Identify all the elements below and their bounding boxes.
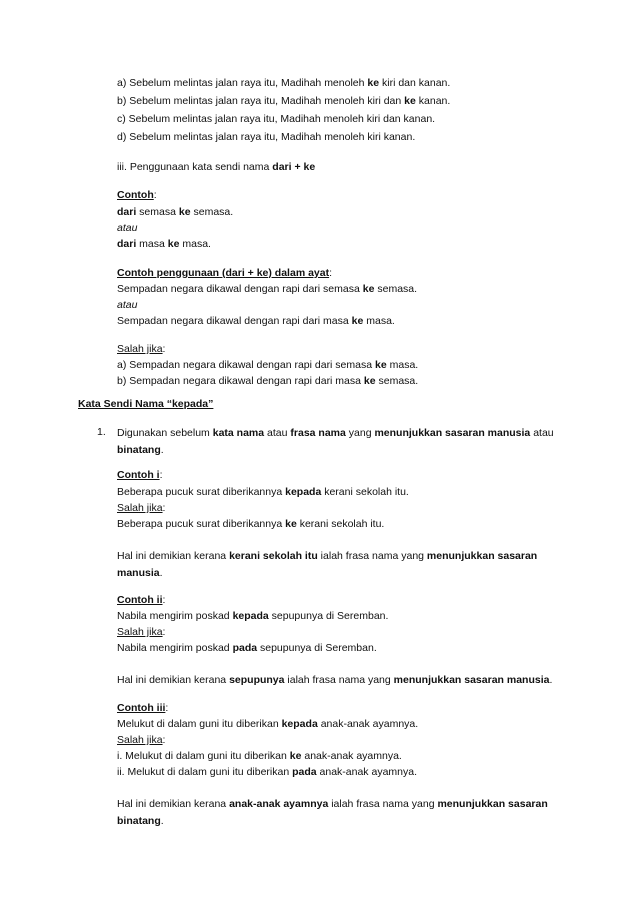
contoh-ii-correct: Nabila mengirim poskad kepada sepupunya di Seremban. bbox=[117, 610, 389, 622]
contoh-iii-wrong-ii: ii. Melukut di dalam guni itu diberikan pada anak-anak ayamnya. bbox=[117, 766, 418, 778]
point-1-text: Digunakan sebelum kata nama atau frasa nama yang menunjukkan sasaran manusia atau binatang. bbox=[117, 427, 554, 456]
option-b: b) Sebelum melintas jalan raya itu, Madihah menoleh kiri dan ke kanan. bbox=[117, 95, 451, 107]
kepada-section-heading: Kata Sendi Nama “kepada” bbox=[78, 398, 214, 410]
contoh-ii-explain: Hal ini demikian kerana sepupunya ialah frasa nama yang menunjukkan sasaran manusia. bbox=[117, 674, 553, 686]
contoh-i-explain: Hal ini demikian kerana kerani sekolah itu ialah frasa nama yang menunjukkan sasaran manusia. bbox=[117, 550, 538, 579]
contoh-iii-wrong-i: i. Melukut di dalam guni itu diberikan ke anak-anak ayamnya. bbox=[117, 750, 402, 762]
contoh-iii-heading: Contoh iii: bbox=[117, 702, 169, 714]
contoh-ayat-atau: atau bbox=[117, 299, 138, 311]
contoh-line-1: dari semasa ke semasa. bbox=[117, 206, 234, 218]
section-iii-heading: iii. Penggunaan kata sendi nama dari + ke bbox=[117, 161, 316, 173]
salah-jika-a: a) Sempadan negara dikawal dengan rapi dari semasa ke masa. bbox=[117, 359, 419, 371]
contoh-ayat-heading: Contoh penggunaan (dari + ke) dalam ayat: bbox=[117, 267, 333, 279]
point-number: 1. bbox=[97, 426, 106, 438]
contoh-i-salah-heading: Salah jika: bbox=[117, 502, 166, 514]
contoh-i-wrong: Beberapa pucuk surat diberikannya ke kerani sekolah itu. bbox=[117, 518, 385, 530]
contoh-i-correct: Beberapa pucuk surat diberikannya kepada kerani sekolah itu. bbox=[117, 486, 409, 498]
contoh-iii-correct: Melukut di dalam guni itu diberikan kepada anak-anak ayamnya. bbox=[117, 718, 419, 730]
contoh-ii-heading: Contoh ii: bbox=[117, 594, 166, 606]
option-a: a) Sebelum melintas jalan raya itu, Madihah menoleh ke kiri dan kanan. bbox=[117, 77, 451, 89]
contoh-ayat-line-1: Sempadan negara dikawal dengan rapi dari semasa ke semasa. bbox=[117, 283, 418, 295]
contoh-iii-salah-heading: Salah jika: bbox=[117, 734, 166, 746]
option-d: d) Sebelum melintas jalan raya itu, Madihah menoleh kiri kanan. bbox=[117, 131, 416, 143]
salah-jika-b: b) Sempadan negara dikawal dengan rapi dari masa ke semasa. bbox=[117, 375, 419, 387]
option-c: c) Sebelum melintas jalan raya itu, Madihah menoleh kiri dan kanan. bbox=[117, 113, 436, 125]
contoh-heading: Contoh: bbox=[117, 189, 157, 201]
contoh-ii-salah-heading: Salah jika: bbox=[117, 626, 166, 638]
contoh-line-2: dari masa ke masa. bbox=[117, 238, 211, 250]
contoh-ayat-line-2: Sempadan negara dikawal dengan rapi dari masa ke masa. bbox=[117, 315, 395, 327]
contoh-i-heading: Contoh i: bbox=[117, 469, 163, 481]
contoh-ii-wrong: Nabila mengirim poskad pada sepupunya di Seremban. bbox=[117, 642, 377, 654]
salah-jika-heading: Salah jika: bbox=[117, 343, 166, 355]
contoh-atau: atau bbox=[117, 222, 138, 234]
contoh-iii-explain: Hal ini demikian kerana anak-anak ayamnya ialah frasa nama yang menunjukkan sasaran binatang. bbox=[117, 798, 548, 827]
